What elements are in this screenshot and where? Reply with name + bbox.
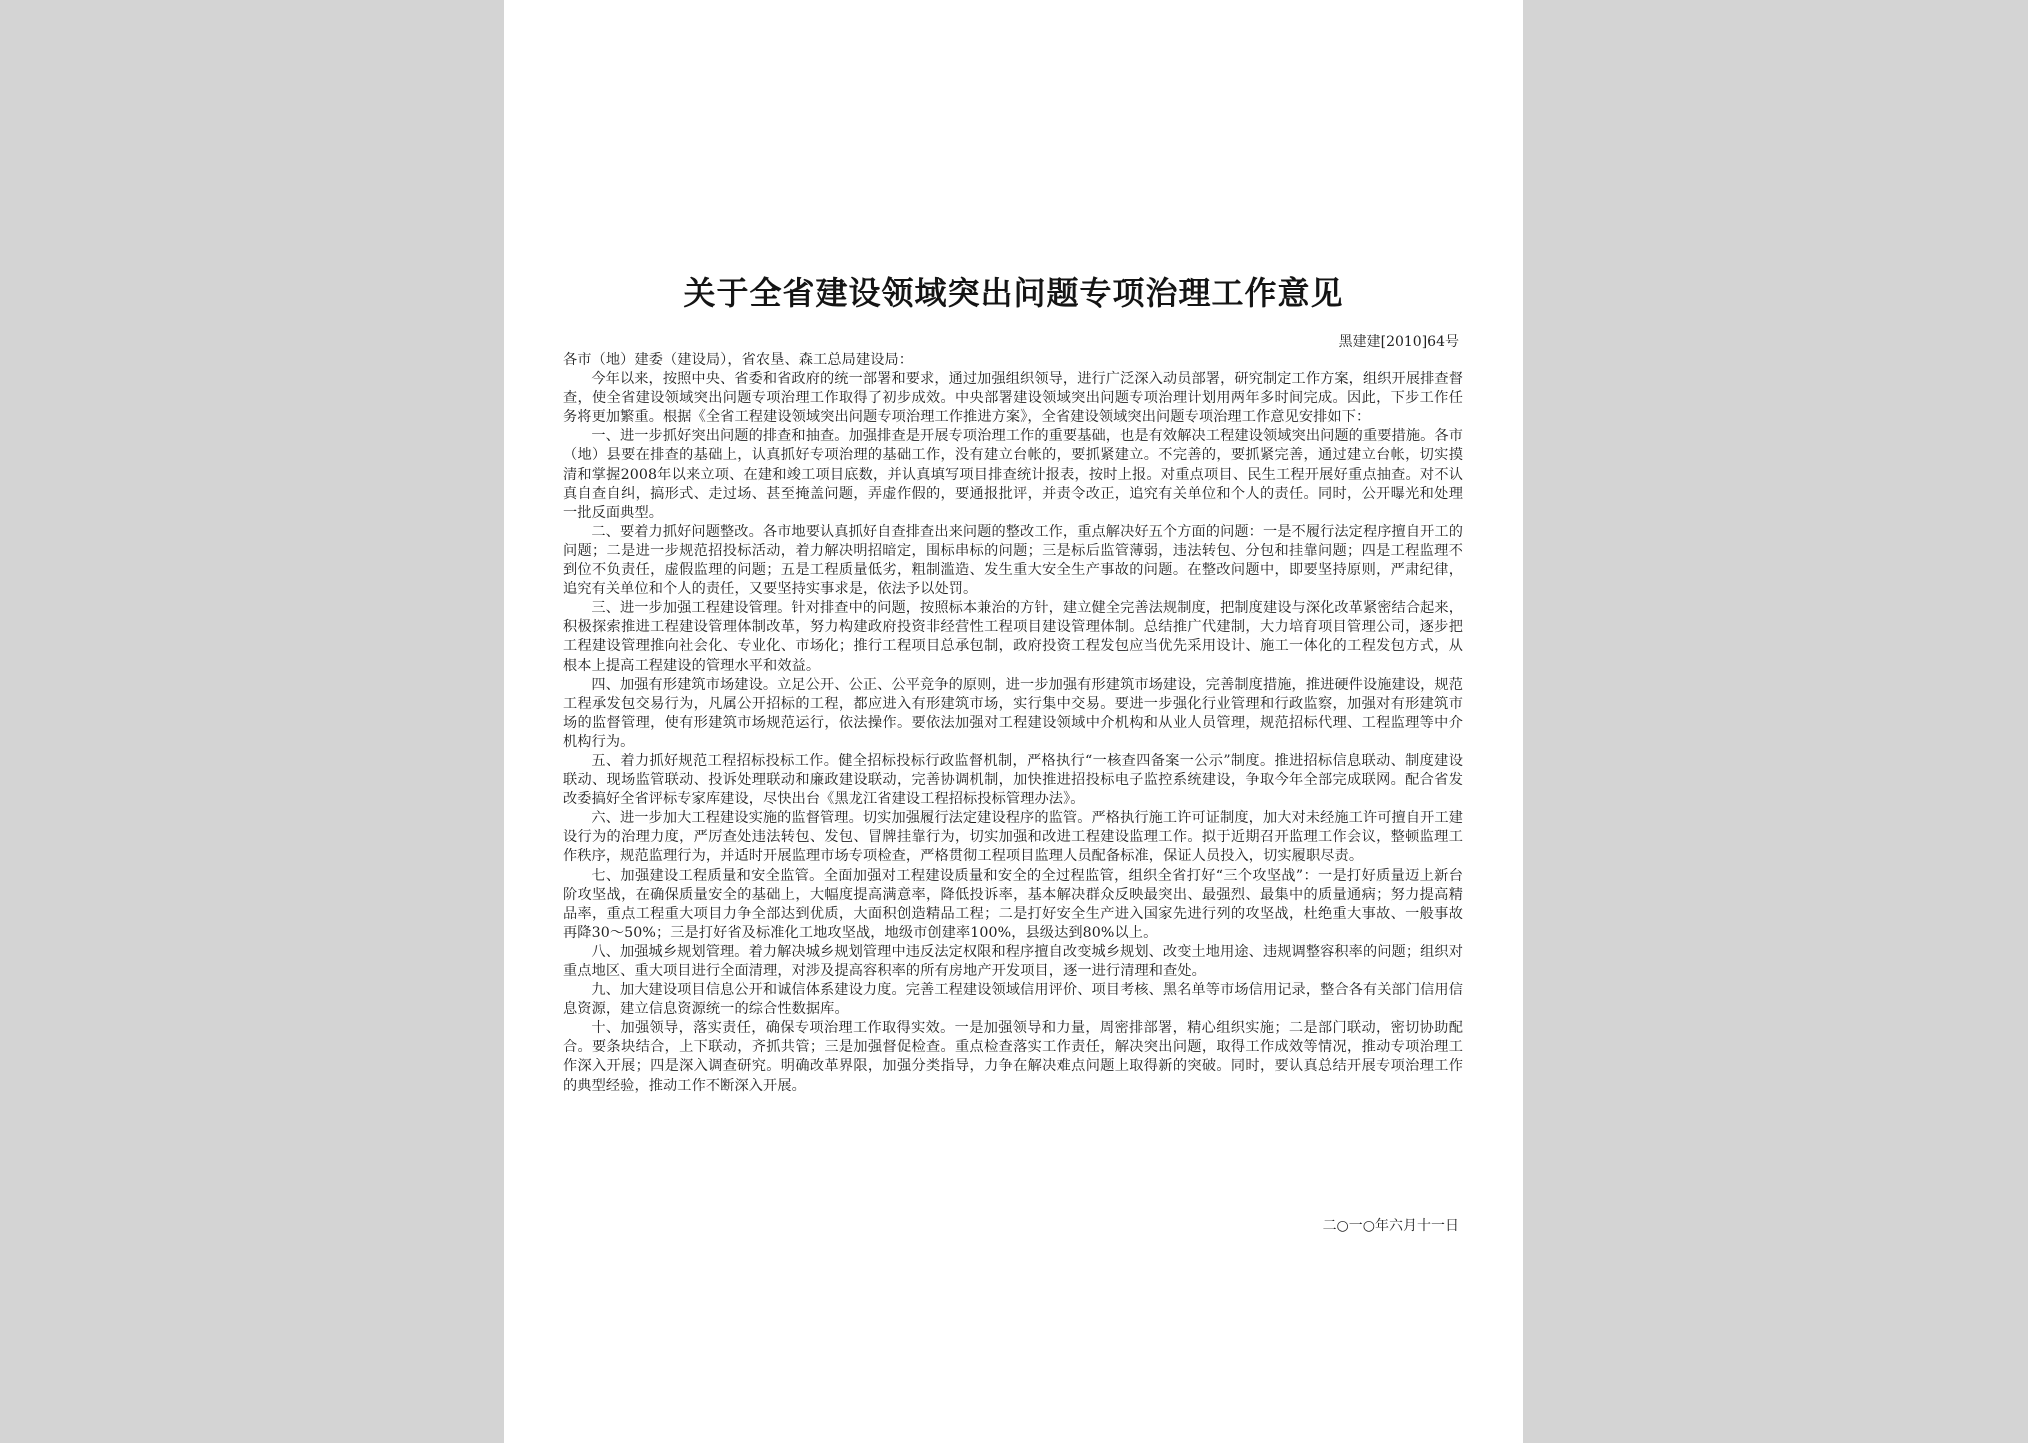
document-body xyxy=(563,351,1463,1096)
document-date: 二○一○年六月十一日 xyxy=(1322,1218,1459,1234)
document-number: 黑建建[2010]64号 xyxy=(1338,334,1459,350)
salutation: 各市（地）建委（建设局），省农垦、森工总局建设局： xyxy=(563,352,914,368)
paragraph-item-10: 十、加强领导，落实责任，确保专项治理工作取得实效。一是加强领导和力量，周密排部署，精心组织实施；二是部门联动，密切协助配合。要条块结合，上下联动，齐抓共管；三是加强督促检查。重点检查落实工作责任，解决突出问题，取得工作成效等情况，推动专项治理工作深入开展；四是深入调查研究。明确改革界限，加强分类指导，力争在解决难点问题上取得新的突破。同时，要认真总结开展专项治理工作的典型经验，推动工作不断深入开展。 xyxy=(563,1020,1463,1094)
paragraph-item-4: 四、加强有形建筑市场建设。立足公开、公正、公平竞争的原则，进一步加强有形建筑市场建设，完善制度措施，推进硬件设施建设，规范工程承发包交易行为，凡属公开招标的工程，都应进入有形建筑市场，实行集中交易。要进一步强化行业管理和行政监察，加强对有形建筑市场的监督管理，使有形建筑市场规范运行，依法操作。要依法加强对工程建设领域中介机构和从业人员管理，规范招标代理、工程监理等中介机构行为。 xyxy=(563,676,1463,750)
paragraph-item-1: 一、进一步抓好突出问题的排查和抽查。加强排查是开展专项治理工作的重要基础，也是有效解决工程建设领域突出问题的重要措施。各市（地）县要在排查的基础上，认真抓好专项治理的基础工作，没有建立台帐的，要抓紧建立。不完善的，要抓紧完善，通过建立台帐，切实摸清和掌握2008年以来立项、在建和竣工项目底数，并认真填写项目排查统计报表，按时上报。对重点项目、民生工程开展好重点抽查。对不认真自查自纠，搞形式、走过场、甚至掩盖问题，弄虚作假的，要通报批评，并责令改正，追究有关单位和个人的责任。同时，公开曝光和处理一批反面典型。 xyxy=(563,428,1463,521)
paragraph-item-2: 二、要着力抓好问题整改。各市地要认真抓好自查排查出来问题的整改工作，重点解决好五个方面的问题：一是不履行法定程序擅自开工的问题；二是进一步规范招投标活动，着力解决明招暗定，围标串标的问题；三是标后监管薄弱，违法转包、分包和挂靠问题；四是工程监理不到位不负责任，虚假监理的问题；五是工程质量低劣，粗制滥造、发生重大安全生产事故的问题。在整改问题中，即要坚持原则，严肃纪律，追究有关单位和个人的责任，又要坚持实事求是，依法予以处罚。 xyxy=(563,523,1463,598)
paragraph-intro: 今年以来，按照中央、省委和省政府的统一部署和要求，通过加强组织领导，进行广泛深入动员部署，研究制定工作方案，组织开展排查督查，使全省建设领域突出问题专项治理工作取得了初步成效。中央部署建设领域突出问题专项治理计划用两年多时间完成。因此，下步工作任务将更加繁重。根据《全省工程建设领域突出问题专项治理工作推进方案》，全省建设领域突出问题专项治理工作意见安排如下： xyxy=(563,371,1463,426)
paragraph-item-8: 八、加强城乡规划管理。着力解决城乡规划管理中违反法定权限和程序擅自改变城乡规划、改变土地用途、违规调整容积率的问题；组织对重点地区、重大项目进行全面清理，对涉及提高容积率的所有房地产开发项目，逐一进行清理和查处。 xyxy=(563,943,1463,979)
paragraph-item-5: 五、着力抓好规范工程招标投标工作。健全招标投标行政监督机制，严格执行“一核查四备案一公示”制度。推进招标信息联动、制度建设联动、现场监管联动、投诉处理联动和廉政建设联动，完善协调机制，加快推进招投标电子监控系统建设，争取今年全部完成联网。配合省发改委搞好全省评标专家库建设，尽快出台《黑龙江省建设工程招标投标管理办法》。 xyxy=(563,752,1463,808)
document-page xyxy=(504,0,1523,1443)
document-title: 关于全省建设领域突出问题专项治理工作意见 xyxy=(683,274,1344,312)
paragraph-item-6: 六、进一步加大工程建设实施的监督管理。切实加强履行法定建设程序的监管。严格执行施工许可证制度，加大对未经施工许可擅自开工建设行为的治理力度，严厉查处违法转包、发包、冒牌挂靠行为，切实加强和改进工程建设监理工作。拟于近期召开监理工作会议，整顿监理工作秩序，规范监理行为，并适时开展监理市场专项检查，严格贯彻工程项目监理人员配备标准，保证人员投入，切实履职尽责。 xyxy=(563,810,1463,865)
paragraph-item-3: 三、进一步加强工程建设管理。针对排查中的问题，按照标本兼治的方针，建立健全完善法规制度，把制度建设与深化改革紧密结合起来，积极探索推进工程建设管理体制改革，努力构建政府投资非经营性工程项目建设管理体制。总结推广代建制，大力培育项目管理公司，逐步把工程建设管理推向社会化、专业化、市场化；推行工程项目总承包制，政府投资工程发包应当优先采用设计、施工一体化的工程发包方式，从根本上提高工程建设的管理水平和效益。 xyxy=(563,600,1463,674)
paragraph-item-7: 七、加强建设工程质量和安全监管。全面加强对工程建设质量和安全的全过程监管，组织全省打好“三个攻坚战”：一是打好质量迈上新台阶攻坚战，在确保质量安全的基础上，大幅度提高满意率，降低投诉率，基本解决群众反映最突出、最强烈、最集中的质量通病；努力提高精品率，重点工程重大项目力争全部达到优质，大面积创造精品工程；二是打好安全生产进入国家先进行列的攻坚战，杜绝重大事故、一般事故再降30～50%；三是打好省及标准化工地攻坚战，地级市创建率100%，县级达到80%以上。 xyxy=(563,867,1463,941)
paragraph-item-9: 九、加大建设项目信息公开和诚信体系建设力度。完善工程建设领域信用评价、项目考核、黑名单等市场信用记录，整合各有关部门信用信息资源，建立信息资源统一的综合性数据库。 xyxy=(563,982,1463,1018)
